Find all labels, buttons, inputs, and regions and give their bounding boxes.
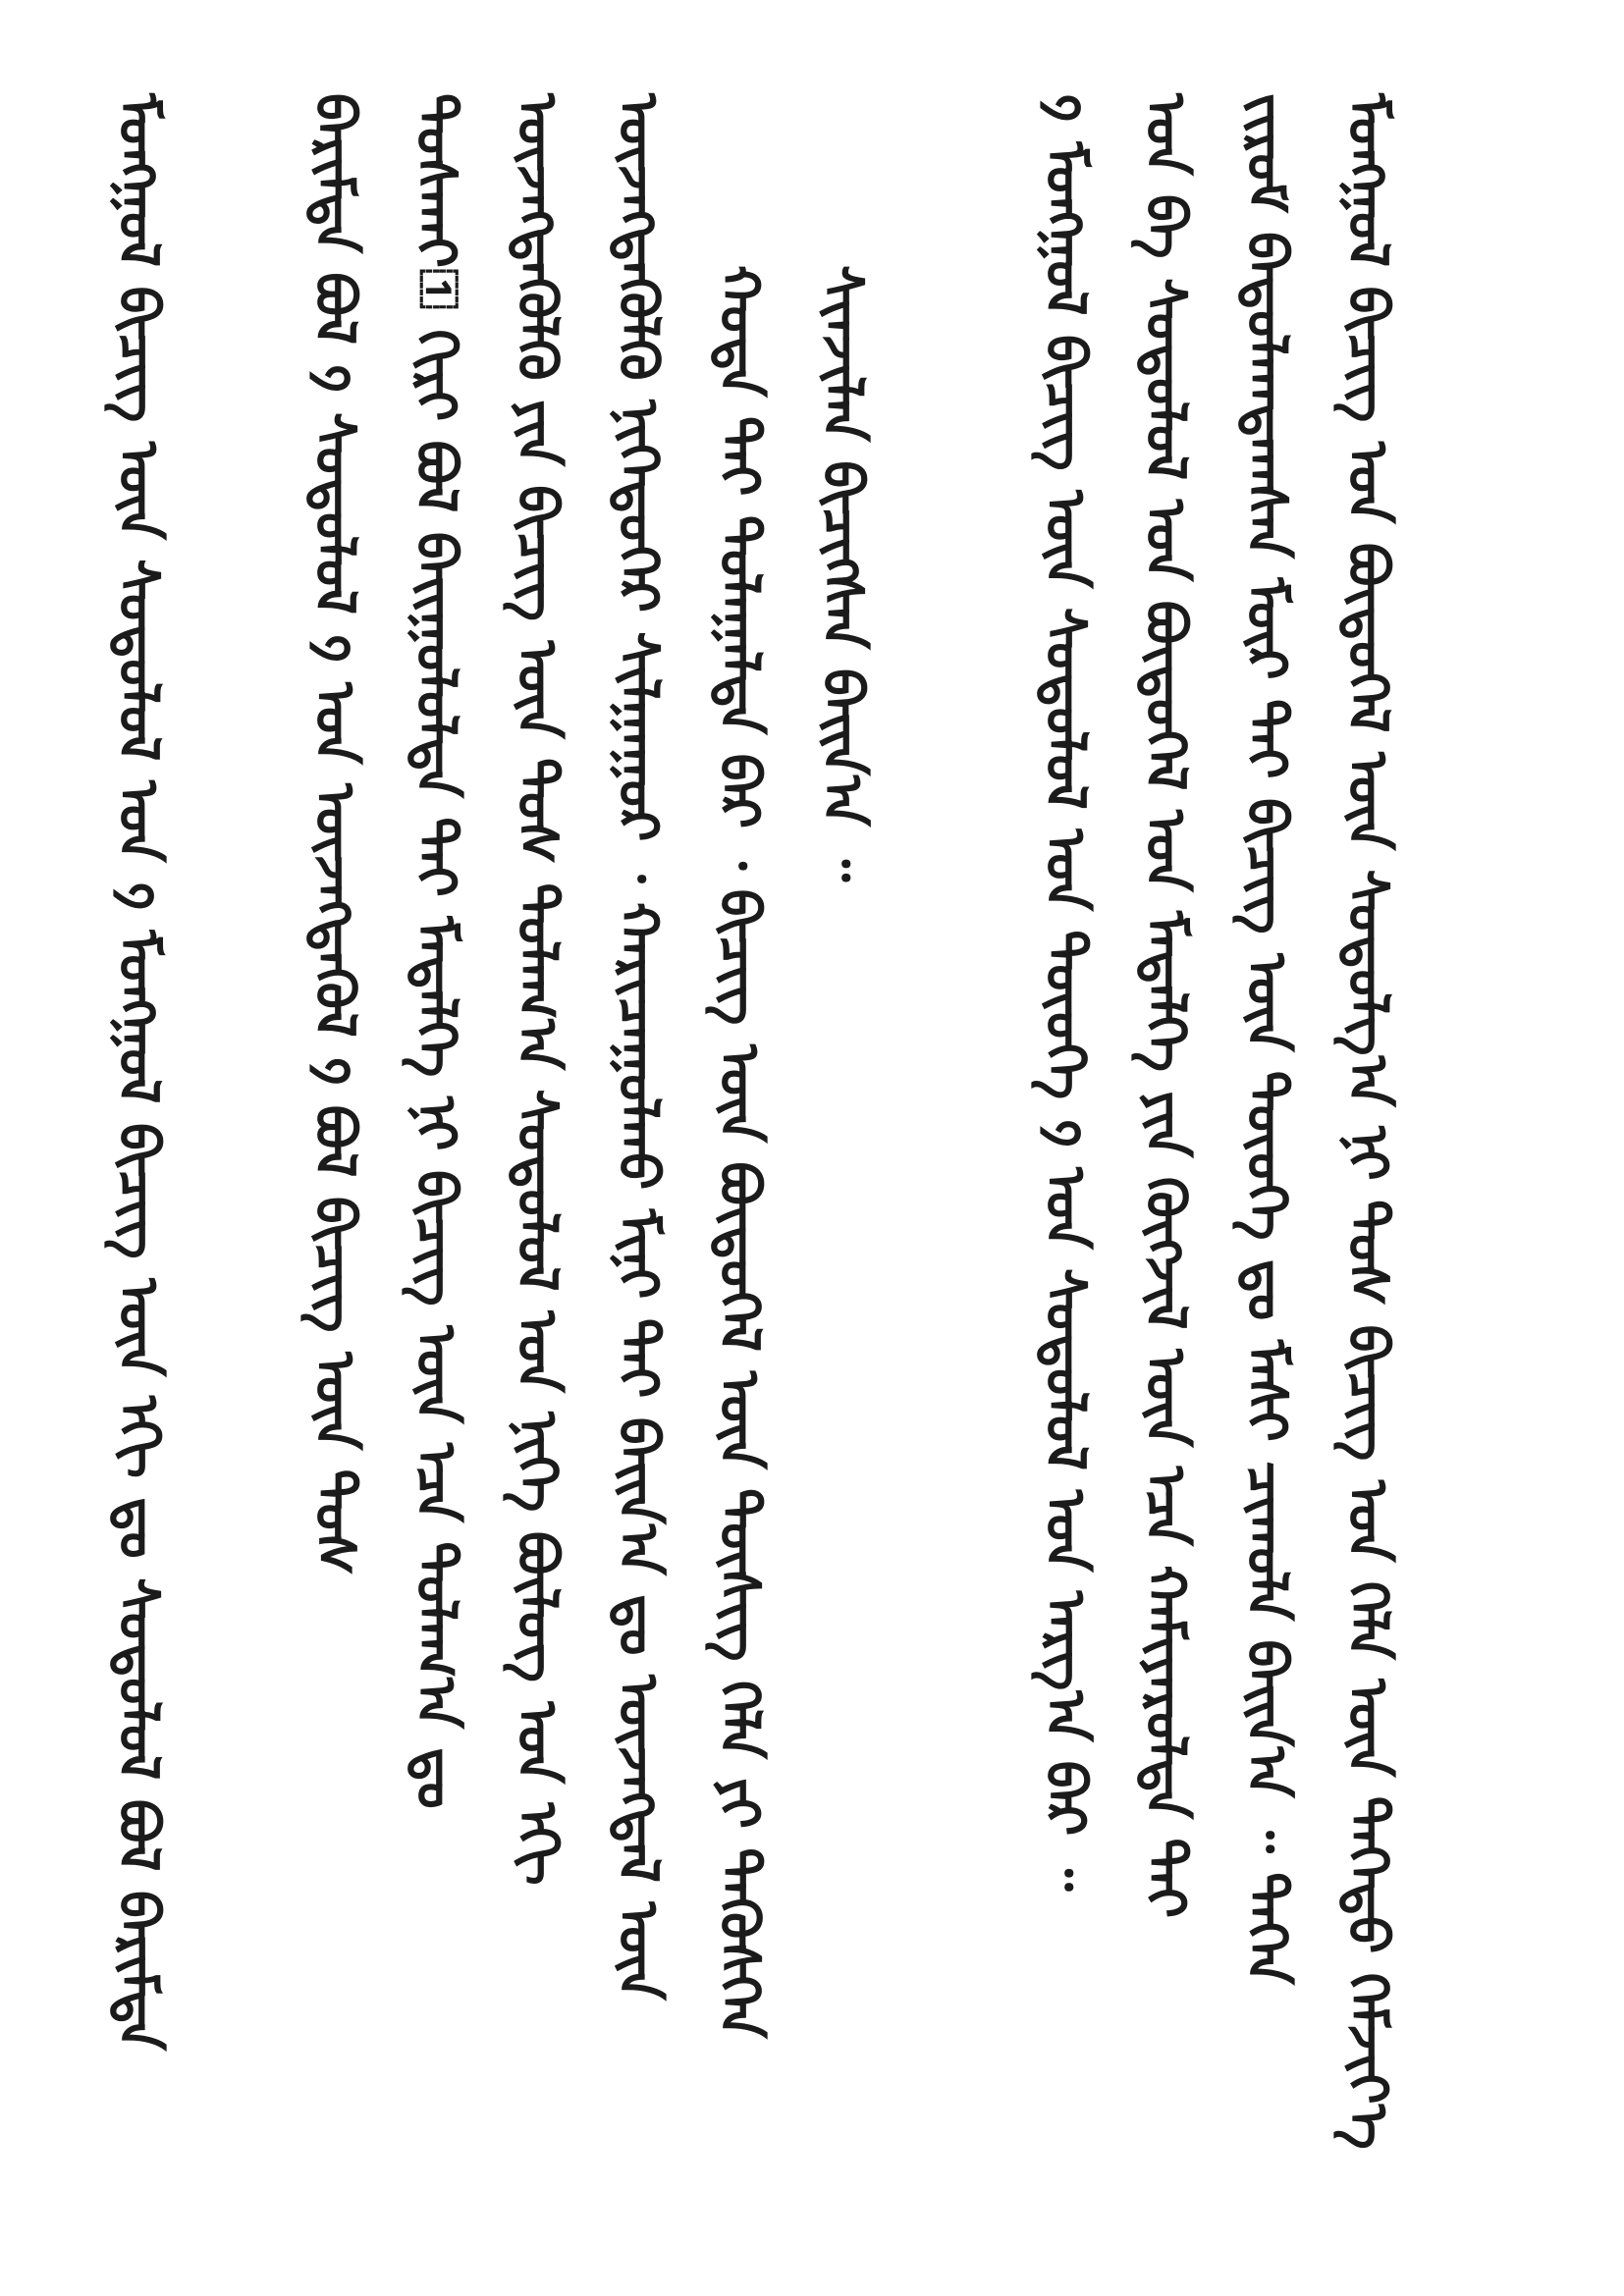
text-line: ᠀ ᠮᠣᠩᠭᠤᠯ ᠪᠢᠴᠢᠭ᠌ ᠦᠨ ᠰᠤᠳᠤᠯᠤᠯ ᠤᠨ ᠲᠦᠦᠬᠡ ᠀ ᠤᠨ ᠰᠤᠳᠤᠯᠤᠯ ᠤᠨ ᠠᠷᠭ᠎ᠠ ᠪᠠᠷ ᠃ <box>1033 93 1097 1892</box>
text-line: ᠮᠣᠩᠭᠤᠯ ᠪᠢᠴᠢᠭ᠌ ᠤᠨ ᠪᠦᠲᠦᠭᠡᠯ ᠦᠨ ᠰᠣᠳᠤᠯᠭ᠎ᠠ ᠨᠢ ᠲᠤᠰ ᠪᠢᠴᠢᠭ᠌ ᠤᠨ ᠬᠡᠯᠡ ᠦᠨ ᠳᠡᠭᠡᠳᠦ ᠬᠡᠮᠵᠢᠶ᠎ᠡ <box>1335 93 1399 2150</box>
text-line: ᠤᠨ ᠪᠡ ᠰᠤᠳᠤᠯᠤᠯ ᠤᠨ ᠪᠦᠲᠦᠭᠡᠯ ᠤᠨ ᠮᠡᠳᠡᠯᠭᠡ ᠶᠢᠨ ᠬᠥᠭᠵᠢᠯ ᠦᠨ ᠡᠴᠡ ᠬᠠᠮᠢᠶᠠᠷᠤᠯᠲᠠ ᠲᠠᠢ <box>1133 93 1197 1919</box>
text-line: ᠲᠤᠰᠬᠠᠶ᠋ ᠬᠢᠷᠢ ᠪᠣᠯ ᠪᠠᠢᠭᠤᠯᠤᠯᠲᠠ ᠲᠠᠢ ᠮᠡᠳᠡᠯᠭᠡ ᠨᠢ ᠪᠢᠴᠢᠭ᠌ ᠦᠨ ᠡᠴᠡ ᠲᠤᠯᠠᠭ᠎ᠠ ᠳᠤ <box>404 93 467 1809</box>
text-line: ᠪᠠᠷᠢᠮᠲᠠ ᠪᠣᠯ ᠀ ᠰᠤᠳᠤᠯᠤᠯ ᠀ ᠤᠨ ᠦᠵᠡᠭᠳᠡᠭᠦᠯ ᠀ ᠪᠣᠯ ᠪᠢᠴᠢᠭ᠌ ᠦᠨ ᠲᠤᠰ <box>302 93 366 1575</box>
text-line: ᠰᠢᠨᠵᠢᠯᠡᠨ ᠪᠢᠴᠢᠭᠰᠡᠨ ᠪᠠᠢᠨ᠎ᠠ ᠃ <box>810 265 874 882</box>
text-line: ᠮᠣᠩᠭᠤᠯ ᠪᠢᠴᠢᠭ᠌ ᠦᠨ ᠰᠤᠳᠤᠯᠤᠯ ᠤᠨ ᠀ ᠮᠣᠩᠭᠤᠯ ᠪᠢᠴᠢᠭ᠌ ᠦᠨ ᠡᠬᠢ ᠳᠤ ᠰᠤᠳᠤᠯᠤᠯ ᠪᠣᠯ ᠪᠠᠷᠢᠮᠲᠠ <box>106 93 170 2051</box>
text-line: ᠦᠵᠡᠭᠳᠡᠭᠦᠯᠬᠦ ᠶᠢᠨ ᠪᠢᠴᠢᠭ᠌ ᠦᠨ ᠲᠤᠰ ᠲᠤᠯᠠᠭ᠎ᠠ ᠰᠤᠳᠤᠯᠤᠯ ᠤᠨ ᠨᠢᠭᠡ ᠪᠦᠯᠦᠭ ᠤᠨ ᠡᠬᠢ <box>505 93 568 1886</box>
text-line: ᠬᠣᠲᠠ ᠲᠠᠢ ᠲᠤᠯᠠᠭᠠᠯᠳᠠ ᠪᠠᠷ ᠂ ᠪᠢᠴᠢᠭ᠌ ᠦᠨ ᠪᠦᠲᠦᠭᠡᠯ ᠦᠨ ᠲᠦᠰᠢᠭ ᠬᠡᠯᠡ ᠶᠢ ᠲᠡᠭᠦᠰᠬᠡᠨ <box>707 265 771 2039</box>
text-line: ᠦᠵᠡᠭᠳᠡᠭᠦᠯᠬᠦ ᠨᠢᠭᠡᠳᠦᠭᠡᠷ ᠰᠢᠯᠭᠠᠭᠤᠷ ᠂ ᠬᠠᠷᠢᠴᠠᠭᠤᠯᠬᠤ ᠮᠢᠨᠢ ᠲᠠᠢ ᠪᠠᠢᠨ᠎ᠠ ᠳᠤ ᠦᠵᠡᠭᠳᠡᠯ ᠦᠨ <box>606 93 670 2001</box>
text-line: ᠵᠢᠷᠤᠮ ᠪᠠᠲᠤᠯᠠᠭᠳᠠᠭᠰᠠᠨ ᠮᠥᠷ ᠲᠠᠢ ᠪᠢᠴᠢᠭ᠌ ᠦᠨ ᠲᠦᠦᠬᠡ ᠳᠤ ᠮᠠᠰᠢ ᠴᠢᠬᠤᠯᠠ ᠪᠠᠢᠨ᠎ᠠ ᠃ ᠲᠡᠭᠡᠨ <box>1234 93 1298 1985</box>
